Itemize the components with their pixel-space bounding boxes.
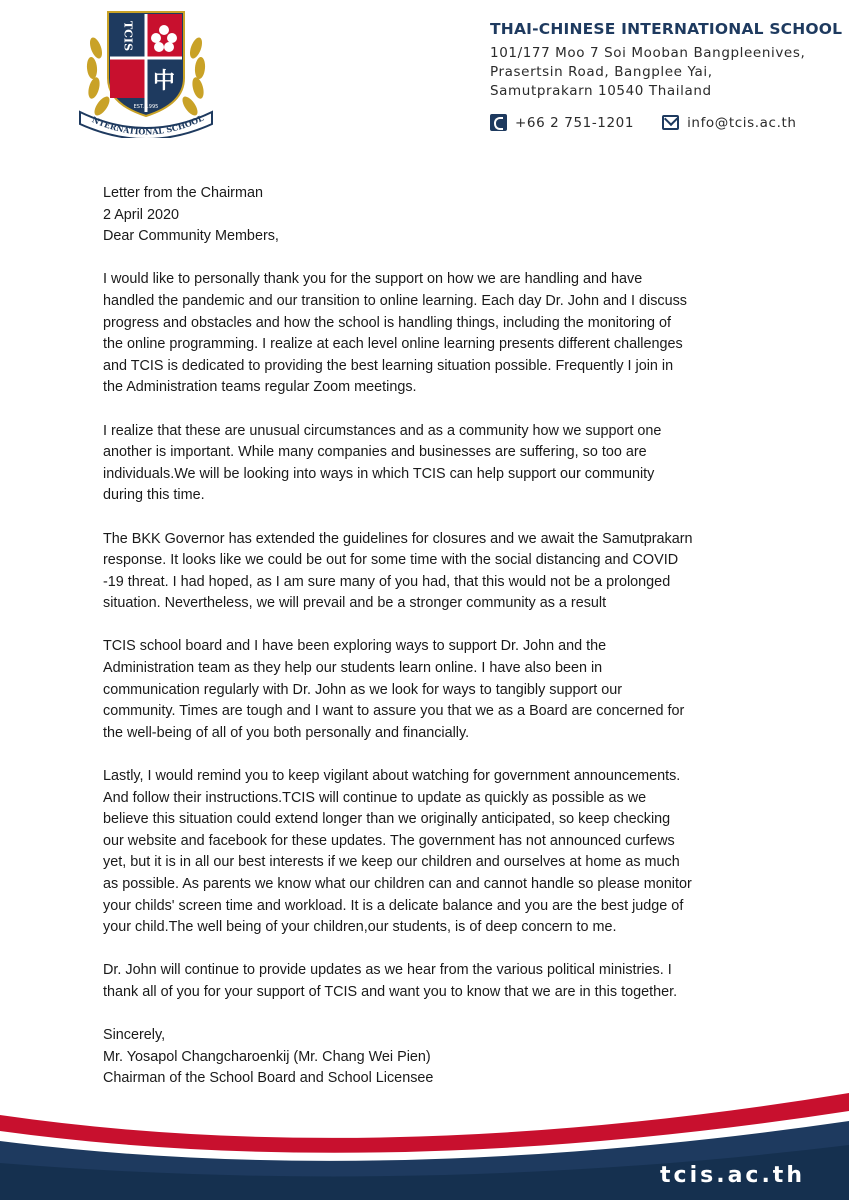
signatory-name: Mr. Yosapol Changcharoenkij (Mr. Chang Wei Pien) — [103, 1048, 431, 1065]
logo-banner-text: NTERNATIONAL SCHOOL — [90, 112, 205, 137]
website-url[interactable]: tcis.ac.th — [660, 1163, 805, 1188]
paragraph-line: Administration team as they help our students learn online. I have also been in — [103, 660, 603, 677]
paragraph-line: thank all of you for your support of TCIS and want you to know that we are in this together. — [103, 983, 678, 1000]
letter-body — [103, 183, 763, 1090]
address-line: 101/177 Moo 7 Soi Mooban Bangpleenives, — [490, 45, 806, 61]
paragraph-line: during this time. — [103, 487, 205, 504]
signatory-title: Chairman of the School Board and School Licensee — [103, 1070, 434, 1087]
paragraph-line: another is important. While many companies and businesses are suffering, so too are — [103, 444, 647, 461]
paragraph-line: response. It looks like we could be out for some time with the social distancing and COVID — [103, 552, 679, 569]
paragraph-line: TCIS school board and I have been exploring ways to support Dr. John and the — [103, 638, 607, 655]
letter-heading — [103, 183, 763, 248]
paragraph-line: the well-being of all of you both personally and financially. — [103, 724, 470, 741]
closing-signoff: Sincerely, — [103, 1027, 166, 1044]
paragraph-line: handled the pandemic and our transition to online learning. Each day Dr. John and I discuss — [103, 292, 687, 309]
paragraph-line: I realize that these are unusual circumstances and as a community how we support one — [103, 422, 662, 439]
paragraph — [103, 766, 763, 939]
paragraph-line: Lastly, I would remind you to keep vigilant about watching for government announcements. — [103, 768, 681, 785]
tcis-logo — [76, 8, 216, 138]
paragraph-line: situation. Nevertheless, we will prevail and be a stronger community as a result — [103, 595, 607, 612]
paragraph-line: communication regularly with Dr. John as we look for ways to tangibly support our — [103, 681, 623, 698]
paragraph-line: your child.The well being of your children,our students, is of deep concern to me. — [103, 919, 617, 936]
paragraph-line: The BKK Governor has extended the guidelines for closures and we await the Samutprakarn — [103, 530, 693, 547]
paragraph-line: your childs' screen time and workload. It is a delicate balance and you are the best judge of — [103, 897, 684, 914]
address-line: Prasertsin Road, Bangplee Yai, — [490, 64, 713, 80]
paragraph-line: community. Times are tough and I want to assure you that we as a Board are concerned for — [103, 703, 685, 720]
paragraph-line: I would like to personally thank you for the support on how we are handling and have — [103, 271, 643, 288]
paragraph-line: yet, but it is in all our best interests if we keep our children and ourselves at home as much — [103, 854, 680, 871]
paragraph — [103, 421, 763, 507]
paragraph — [103, 269, 763, 399]
logo-monogram: TCIS — [121, 20, 135, 52]
letter-title: Letter from the Chairman — [103, 185, 263, 201]
paragraph-line: and TCIS is dedicated to providing the best learning situation possible. Frequently I join in — [103, 357, 674, 374]
shield-red-quarter — [146, 14, 182, 58]
paragraph-line: individuals.We will be looking into ways in which TCIS can help support our community — [103, 465, 655, 482]
paragraph — [103, 636, 763, 744]
school-name: THAI-CHINESE INTERNATIONAL SCHOOL — [490, 20, 843, 38]
paragraph-line: progress and obstacles and how the school is handling things, including the monitoring of — [103, 314, 671, 331]
paragraph-line: Dr. John will continue to provide updates as we hear from the various political ministries. I — [103, 962, 672, 979]
address-line: Samutprakarn 10540 Thailand — [490, 83, 712, 99]
logo-character: 中 — [152, 69, 176, 94]
paragraph-line: -19 threat. I had hoped, as I am sure many of you had, that this would not be a prolonged — [103, 573, 671, 590]
paragraph-line: the online programming. I realize at each level online learning presents different challenges — [103, 336, 683, 353]
paragraph — [103, 529, 763, 615]
email-address[interactable]: info@tcis.ac.th — [687, 114, 797, 131]
phone-number[interactable]: +66 2 751-1201 — [515, 114, 635, 131]
contact-row — [490, 114, 830, 131]
paragraph-line: the Administration teams regular Zoom meetings. — [103, 379, 417, 396]
shield-red-quarter-2 — [110, 58, 146, 98]
paragraph-line: And follow their instructions.TCIS will continue to update as quickly as possible as we — [103, 789, 647, 806]
paragraph-line: believe this situation could extend longer than we originally anticipated, so keep checking — [103, 811, 671, 828]
letter-salutation: Dear Community Members, — [103, 228, 279, 245]
letter-date: 2 April 2020 — [103, 206, 180, 223]
paragraph-line: our website and facebook for these updates. The government has not announced curfews — [103, 832, 675, 849]
school-info — [490, 20, 843, 131]
paragraph-line: as possible. As parents we know what our children can and cannot handle so please monitor — [103, 876, 692, 892]
logo-est: EST. 1995 — [133, 104, 159, 110]
paragraph — [103, 960, 763, 1003]
mail-icon — [662, 115, 679, 130]
phone-icon — [490, 114, 507, 131]
